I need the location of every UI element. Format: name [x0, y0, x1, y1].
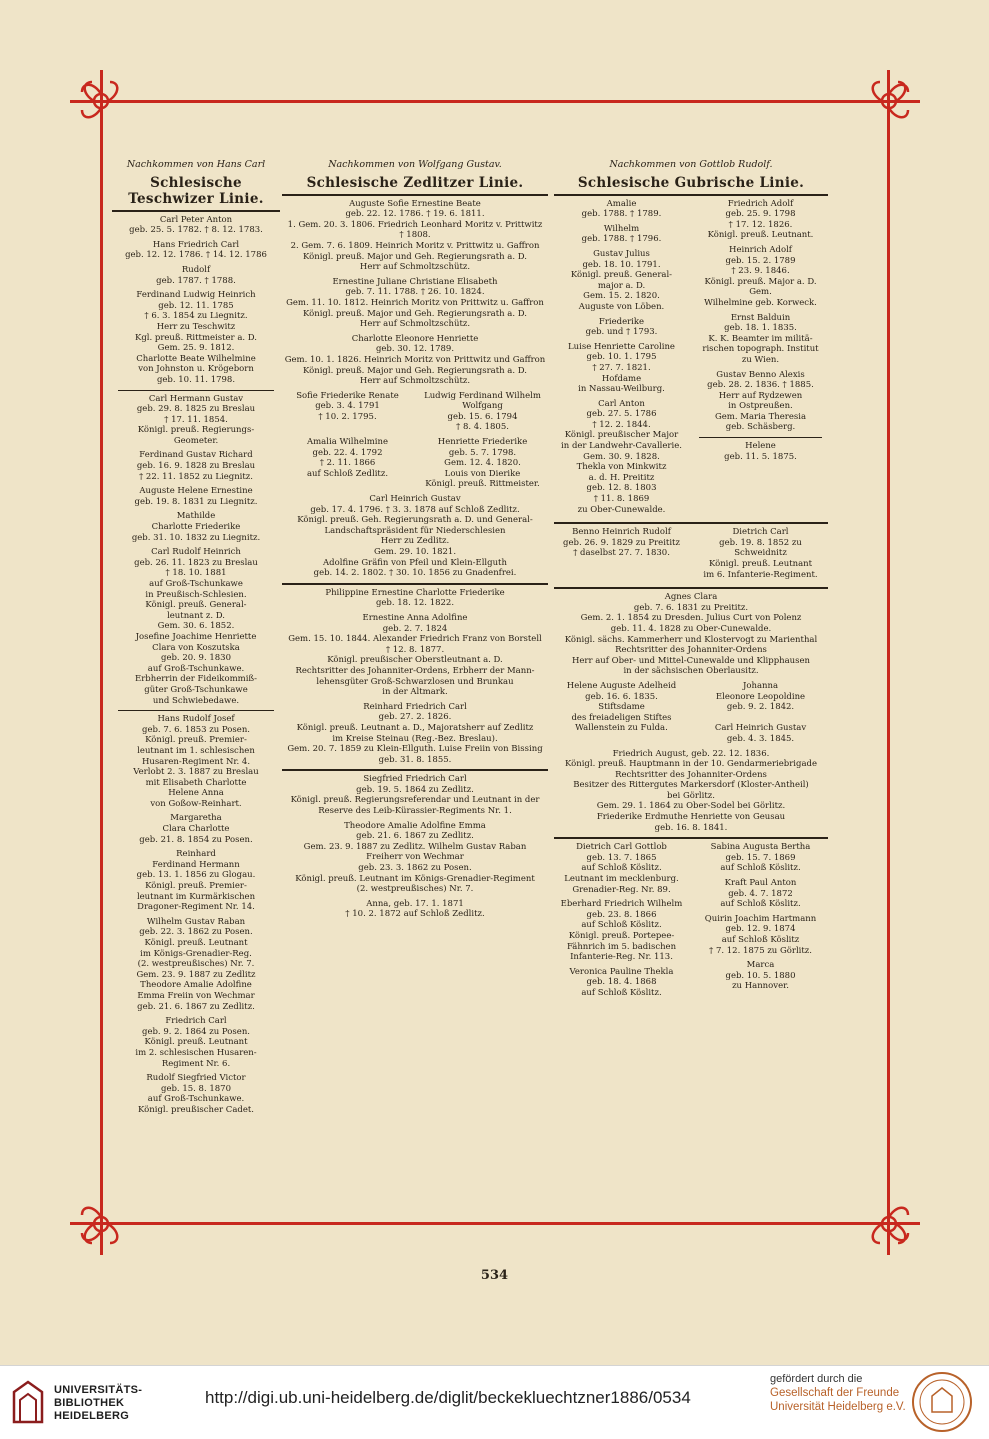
- family-entry: Helene Auguste Adelheid geb. 16. 6. 1835. Stiftsdame des freiadeligen Stiftes Wallenstein zu Fulda.: [566, 680, 677, 734]
- family-entry: Ferdinand Gustav Richard geb. 16. 9. 1828 zu Breslau † 22. 11. 1852 zu Liegnitz.: [136, 450, 256, 482]
- divider: [118, 710, 274, 711]
- corner-ornament-icon: [64, 64, 138, 138]
- family-entry: Carl Heinrich Gustav geb. 17. 4. 1796. † 3. 3. 1878 auf Schloß Zedlitz. Königl. preuß. Geh. Regierungsrath a. D. und General- Landschaftspräsident für Niederschlesien Herr zu Zedlitz. Gem. 29. 10. 1821. Adolfine Gräfin von Pfeil und Klein-Ellguth geb. 14. 2. 1802. † 30. 10. 1856 zu Gnadenfrei.: [297, 494, 533, 579]
- university-library-logo-icon: [10, 1378, 46, 1426]
- family-entry: Wilhelm Gustav Raban geb. 22. 3. 1862 zu Posen. Königl. preuß. Leutnant im Königs-Grenadier-Reg. (2. westpreußisches) Nr. 7. Gem. 23. 9. 1887 zu Zedlitz Theodore Amalie Adolfine Emma Freiin von Wechmar geb. 21. 6. 1867 zu Zedlitz.: [136, 916, 256, 1012]
- family-entry: Hans Friedrich Carl geb. 12. 12. 1786. † 14. 12. 1786: [125, 239, 267, 261]
- family-entry: Philippine Ernestine Charlotte Friederike geb. 18. 12. 1822.: [325, 587, 505, 609]
- family-entry: Auguste Helene Ernestine geb. 19. 8. 1831 zu Liegnitz.: [134, 486, 258, 507]
- family-entry: Rudolf Siegfried Victor geb. 15. 8. 1870 auf Groß-Tschunkawe. Königl. preußischer Cadet.: [138, 1073, 254, 1115]
- family-entry: Wilhelm geb. 1788. † 1796.: [581, 223, 662, 245]
- column-header: Nachkommen von Wolfgang Gustav.: [328, 159, 502, 170]
- family-entry: Ernst Balduin geb. 18. 1. 1835. K. K. Beamter im militä- rischen topograph. Institut zu Wien.: [702, 312, 819, 365]
- divider: [282, 194, 548, 196]
- page-number: 534: [480, 1268, 509, 1283]
- family-entry: Marca geb. 10. 5. 1880 zu Hannover.: [725, 960, 796, 992]
- family-entry: Theodore Amalie Adolfine Emma geb. 21. 6. 1867 zu Zedlitz. Gem. 23. 9. 1887 zu Zedlitz. Wilhelm Gustav Raban Freiherr von Wechmar geb. 23. 3. 1862 zu Posen. Königl. preuß. Leutnant im Königs-Grenadier-Regiment (2. westpreußisches) Nr. 7.: [295, 820, 535, 895]
- family-entry: Ferdinand Ludwig Heinrich geb. 12. 11. 1785 † 6. 3. 1854 zu Liegnitz. Herr zu Teschwitz Kgl. preuß. Rittmeister a. D. Gem. 25. 9. 1812. Charlotte Beate Wilhelmine von Johnston u. Krögeborn geb. 10. 11. 1798.: [134, 290, 258, 385]
- family-entry: Amalie geb. 1788. † 1789.: [581, 198, 662, 220]
- frame-top-line: [70, 100, 920, 103]
- university-seal-icon: [910, 1370, 974, 1434]
- family-entry: Heinrich Adolf geb. 15. 2. 1789 † 23. 9. 1846. Königl. preuß. Major a. D. Gem. Wilhelmine geb. Korweck.: [704, 244, 817, 308]
- divider: [112, 210, 280, 212]
- family-entry: Agnes Clara geb. 7. 6. 1831 zu Preititz. Gem. 2. 1. 1854 zu Dresden. Julius Curt von Polenz geb. 11. 4. 1828 zu Ober-Cunewalde. Königl. sächs. Kammerherr und Klostervogt zu Marienthal Rechtsritter des Johanniter-Ordens Herr auf Ober- und Mittel-Cunewalde und Klipphausen in der sächsischen Oberlausitz.: [564, 592, 818, 677]
- divider: [554, 587, 828, 589]
- corner-ornament-icon: [852, 1187, 926, 1261]
- family-entry: Margaretha Clara Charlotte geb. 21. 8. 1854 zu Posen.: [139, 813, 253, 845]
- column-header: Nachkommen von Gottlob Rudolf.: [609, 159, 773, 170]
- frame-bottom-line: [70, 1222, 920, 1225]
- family-entry: Siegfried Friedrich Carl geb. 19. 5. 1864 zu Zedlitz. Königl. preuß. Regierungsreferendar und Leutnant in der Reserve des Leib-Kürassier-Regiments Nr. 1.: [290, 774, 540, 817]
- divider: [699, 437, 822, 438]
- family-entry: Ernestine Anna Adolfine geb. 2. 7. 1824 Gem. 15. 10. 1844. Alexander Friedrich Franz von Borstell † 12. 8. 1877. Königl. preußischer Oberstleutnant a. D. Rechtsritter des Johanniter-Ordens, Erbherr der Mann- lehensgüter Groß-Schwarzlosen und Brunkau in der Altmark.: [288, 612, 542, 698]
- entry-pair: [554, 527, 828, 584]
- line-title: Schlesische Teschwizer Linie.: [128, 174, 264, 207]
- divider: [282, 769, 548, 771]
- divider: [118, 390, 274, 391]
- family-entry: Mathilde Charlotte Friederike geb. 31. 10. 1832 zu Liegnitz.: [131, 511, 261, 543]
- family-entry: Gustav Julius geb. 18. 10. 1791. Königl. preuß. General- major a. D. Gem. 15. 2. 1820. Auguste von Löben.: [570, 248, 673, 312]
- family-entry: Helene geb. 11. 5. 1875.: [724, 441, 797, 462]
- column-gubrische: [554, 160, 828, 1003]
- family-entry: Henriette Friederike geb. 5. 7. 1798. Gem. 12. 4. 1820. Louis von Dierike Königl. preuß. Rittmeister.: [425, 437, 540, 490]
- family-entry: Ludwig Ferdinand Wilhelm Wolfgang geb. 15. 6. 1794 † 8. 4. 1805.: [424, 390, 541, 433]
- viewer-footer: [0, 1365, 989, 1439]
- family-entry: Anna, geb. 17. 1. 1871 † 10. 2. 1872 auf Schloß Zedlitz.: [345, 898, 485, 920]
- family-entry: Benno Heinrich Rudolf geb. 26. 9. 1829 zu Preititz † daselbst 27. 7. 1830.: [563, 527, 680, 559]
- column-header: Nachkommen von Hans Carl: [126, 159, 266, 170]
- sponsor-org: Gesellschaft der Freunde: [770, 1387, 900, 1399]
- line-title: Schlesische Zedlitzer Linie.: [306, 174, 524, 191]
- divider: [554, 522, 828, 524]
- family-entry: Friederike geb. und † 1793.: [585, 316, 658, 338]
- sponsor-label: gefördert durch die: [770, 1373, 863, 1385]
- family-entry: Eberhard Friedrich Wilhelm geb. 23. 8. 1866 auf Schloß Köslitz. Königl. preuß. Portepee- Fähnrich im 5. badischen Infanterie-Reg. Nr. 113.: [560, 899, 683, 963]
- divider: [554, 194, 828, 196]
- family-entry: Ernestine Juliane Christiane Elisabeth geb. 7. 11. 1788. † 26. 10. 1824. Gem. 11. 10. 1812. Heinrich Moritz von Prittwitz u. Gaffron Königl. preuß. Major und Geh. Regierungsrath a. D. Herr auf Schmoltzschütz.: [286, 276, 544, 330]
- family-entry: Friedrich August, geb. 22. 12. 1836. Königl. preuß. Hauptmann in der 10. Gendarmeriebrigade Rechtsritter des Johanniter-Ordens Besitzer des Rittergutes Markersdorf (Kloster-Antheil) bei Görlitz. Gem. 29. 1. 1864 zu Ober-Sodel bei Görlitz. Friederike Erdmuthe Henriette von Geusau geb. 16. 8. 1841.: [565, 748, 817, 833]
- family-entry: Carl Hermann Gustav geb. 29. 8. 1825 zu Breslau † 17. 11. 1854. Königl. preuß. Regierungs- Geometer.: [136, 393, 256, 446]
- family-entry: Reinhard Ferdinand Hermann geb. 13. 1. 1856 zu Glogau. Königl. preuß. Premier- leutnant im Kurmärkischen Dragoner-Regiment Nr. 14.: [136, 849, 256, 913]
- family-entry: Carl Anton geb. 27. 5. 1786 † 12. 2. 1844. Königl. preußischer Major in der Landwehr-Cavallerie. Gem. 30. 9. 1828. Thekla von Minkwitz a. d. H. Preititz geb. 12. 8. 1803 † 11. 8. 1869 zu Ober-Cunewalde.: [561, 398, 682, 515]
- entry-pair: [282, 391, 548, 437]
- family-entry: Luise Henriette Caroline geb. 10. 1. 1795 † 27. 7. 1821. Hofdame in Nassau-Weilburg.: [568, 341, 675, 395]
- entry-pair: [554, 842, 828, 1002]
- corner-ornament-icon: [852, 64, 926, 138]
- family-entry: Rudolf geb. 1787. † 1788.: [156, 264, 236, 286]
- sub-column-right: [693, 842, 828, 1002]
- frame-left-line: [100, 70, 103, 1255]
- family-entry: Auguste Sofie Ernestine Beate geb. 22. 12. 1786. † 19. 6. 1811. 1. Gem. 20. 3. 1806. Friedrich Leonhard Moritz v. Prittwitz † 1808. 2. Gem. 7. 6. 1809. Heinrich Moritz v. Prittwitz u. Gaffron Königl. preuß. Major und Geh. Regierungsrath a. D. Herr auf Schmoltzschütz.: [287, 198, 543, 273]
- sponsor-block: [770, 1372, 906, 1414]
- family-entry: Sofie Friederike Renate geb. 3. 4. 1791 † 10. 2. 1795.: [296, 390, 399, 422]
- family-entry: Friedrich Carl geb. 9. 2. 1864 zu Posen. Königl. preuß. Leutnant im 2. schlesischen Husaren- Regiment Nr. 6.: [135, 1016, 257, 1069]
- document-url-link[interactable]: http://digi.ub.uni-heidelberg.de/diglit/beckekluechtzner1886/0534: [205, 1388, 691, 1407]
- divider: [282, 583, 548, 585]
- family-entry: Dietrich Carl Gottlob geb. 13. 7. 1865 auf Schloß Köslitz. Leutnant im mecklenburg. Grenadier-Reg. Nr. 89.: [564, 842, 679, 895]
- family-entry: Charlotte Eleonore Henriette geb. 30. 12. 1789. Gem. 10. 1. 1826. Heinrich Moritz von Prittwitz und Gaffron Königl. preuß. Major und Geh. Regierungsrath a. D. Herr auf Schmoltzschütz.: [284, 333, 546, 387]
- family-entry: Veronica Pauline Thekla geb. 18. 4. 1868 auf Schloß Köslitz.: [569, 966, 674, 998]
- divider: [554, 837, 828, 839]
- frame-right-line: [887, 70, 890, 1255]
- family-entry: Kraft Paul Anton geb. 4. 7. 1872 auf Schloß Köslitz.: [720, 878, 801, 910]
- entry-pair: [282, 437, 548, 494]
- family-entry: Gustav Benno Alexis geb. 28. 2. 1836. † 1885. Herr auf Rydzewen in Ostpreußen. Gem. Maria Theresia geb. Schäsberg.: [707, 369, 814, 433]
- column-teschwizer: [112, 160, 280, 1120]
- family-entry: Amalia Wilhelmine geb. 22. 4. 1792 † 2. 11. 1866 auf Schloß Zedlitz.: [306, 437, 389, 479]
- corner-ornament-icon: [64, 1187, 138, 1261]
- sub-column-left: [554, 842, 689, 1002]
- family-entry: Quirin Joachim Hartmann geb. 12. 9. 1874 auf Schloß Köslitz † 7. 12. 1875 zu Görlitz.: [704, 913, 817, 956]
- entry-pair: [554, 199, 828, 520]
- family-entry: Sabina Augusta Bertha geb. 15. 7. 1869 auf Schloß Köslitz.: [710, 842, 811, 874]
- sub-column-right: [693, 199, 828, 520]
- family-entry: Reinhard Friedrich Carl geb. 27. 2. 1826. Königl. preuß. Leutnant a. D., Majoratsherr auf Zedlitz im Kreise Steinau (Reg.-Bez. Breslau). Gem. 20. 7. 1859 zu Klein-Ellguth. Luise Freiin von Bissing geb. 31. 8. 1855.: [287, 701, 543, 765]
- university-name: UNIVERSITÄTS- BIBLIOTHEK HEIDELBERG: [54, 1384, 143, 1422]
- family-entry: Friedrich Adolf geb. 25. 9. 1798 † 17. 12. 1826. Königl. preuß. Leutnant.: [707, 198, 814, 241]
- family-entry: Hans Rudolf Josef geb. 7. 6. 1853 zu Posen. Königl. preuß. Premier- leutnant im 1. schlesischen Husaren-Regiment Nr. 4. Verlobt 2. 3. 1887 zu Breslau mit Elisabeth Charlotte Helene Anna von Goßow-Reinhart.: [133, 714, 259, 809]
- entry-pair: [554, 681, 828, 749]
- line-title: Schlesische Gubrische Linie.: [577, 174, 805, 191]
- column-zedlitzer: [282, 160, 548, 924]
- sponsor-org: Universität Heidelberg e.V.: [770, 1401, 906, 1413]
- family-entry: Carl Peter Anton geb. 25. 5. 1782. † 8. 12. 1783.: [129, 214, 263, 236]
- family-entry: Carl Rudolf Heinrich geb. 26. 11. 1823 zu Breslau † 18. 10. 1881 auf Groß-Tschunkawe in Preußisch-Schlesien. Königl. preuß. General- leutnant z. D. Gem. 30. 6. 1852. Josefine Joachime Henriette Clara von Koszutska geb. 20. 9. 1830 auf Groß-Tschunkawe. Erbherrin der Fideikommiß- güter Groß-Tschunkawe und Schwiebedawe.: [134, 547, 258, 706]
- family-entry: Dietrich Carl geb. 19. 8. 1852 zu Schweidnitz Königl. preuß. Leutnant im 6. Infanterie-Regiment.: [703, 527, 818, 580]
- sub-column-left: [554, 199, 689, 520]
- family-entry: Johanna Eleonore Leopoldine geb. 9. 2. 1842. Carl Heinrich Gustav geb. 4. 3. 1845.: [714, 680, 807, 744]
